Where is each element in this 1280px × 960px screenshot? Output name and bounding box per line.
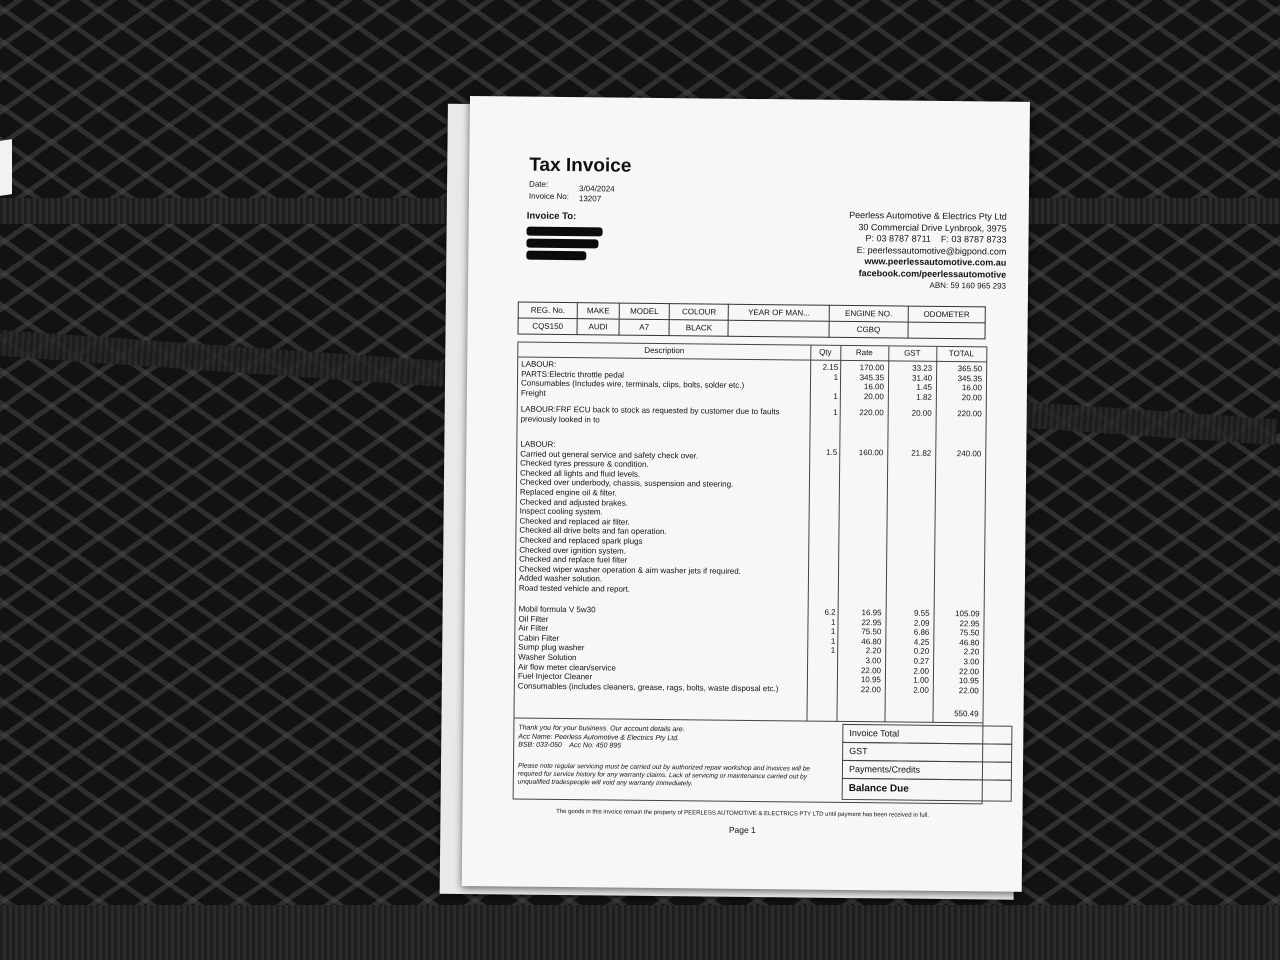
line-item-description: LABOUR:FRF ECU back to stock as requested by customer due to faults previously looked in to [520,404,780,424]
company-phone: P: 03 8787 8711 [865,233,932,244]
company-address: 30 Commercial Drive Lynbrook, 3975 [858,221,1007,234]
redaction-bar [527,227,603,237]
invoice-sheet [462,96,1030,892]
redaction-bar [526,239,598,249]
invoice-date: 3/04/2024 [578,184,615,194]
elastic-strap [0,905,1280,960]
company-phone-fax [849,233,1007,246]
vehicle-value-cell [908,322,985,339]
line-item-qty: 2.15 1 1 [822,362,839,401]
line-item-rate: 220.00 [859,408,884,418]
paper-edge [0,139,12,196]
payments-credits-label: Payments/Credits [842,760,1012,781]
line-item-qty: 1 [833,407,838,417]
invoice-title: Tax Invoice [529,154,632,177]
items-bottom-rule [514,718,982,724]
vehicle-value-cell: A7 [619,319,670,336]
line-item-rate: 160.00 [858,448,884,458]
qty-header: Qty [819,347,832,357]
line-item-gst: 9.55 2.09 6.86 4.25 0.20 0.27 2.00 1.00 2.00 [913,608,930,695]
vehicle-header-cell: MAKE [577,303,619,319]
line-item-qty: 6.2 1 1 1 1 [824,607,836,656]
line-item-gst: 20.00 [911,408,932,418]
company-abn: ABN: 59 160 965 293 [929,280,1007,291]
vehicle-value-cell [728,320,829,337]
company-name: Peerless Automotive & Electrics Pty Ltd [849,209,1007,222]
line-item-total: 240.00 [956,449,982,459]
vehicle-table [518,302,986,340]
invoice-number: 13207 [578,194,602,204]
line-item-description: LABOUR: PARTS:Electric throttle pedal Consumables (Includes wire, terminals, clips, bolts, solder etc.) Freight [520,359,745,398]
vehicle-header-cell: REG. No. [518,302,577,319]
items-subtotal: 550.49 [954,709,979,719]
vehicle-value-cell: AUDI [577,319,619,335]
vehicle-header-cell: MODEL [619,303,670,320]
gst-total-label: GST [842,742,1012,763]
vehicle-value-cell: CQS150 [518,318,577,335]
company-facebook: facebook.com/peerlessautomotive [858,267,1007,280]
line-item-gst: 33.23 31.40 1.45 1.82 [911,363,933,402]
line-item-total: 220.00 [957,409,982,419]
totals-box [842,724,1007,804]
company-email: E: peerlessautomotive@bigpond.com [856,244,1007,257]
line-item-rate: 16.95 22.95 75.50 46.80 2.20 3.00 22.00 10.95 22.00 [860,608,882,695]
line-item-total: 105.09 22.95 75.50 46.80 2.20 3.00 22.00 10.95 22.00 [955,609,980,696]
vehicle-value-cell: CGBQ [829,321,908,338]
line-item-rate: 170.00 345.35 16.00 20.00 [859,363,885,402]
account-details: Thank you for your business. Our account details are: Acc Name: Peerless Automotive & Electrics Pty Ltd. BSB: 033-050 Acc No: 450 895 [518,724,685,750]
line-item-gst: 21.82 [911,448,932,458]
redaction-bar [526,251,586,261]
invoice-number-label: Invoice No: [528,191,570,202]
column-divider [806,346,811,722]
company-fax: F: 03 8787 8733 [940,233,1007,245]
page-number: Page 1 [728,824,756,836]
description-header: Description [644,345,685,356]
balance-due-label: Balance Due [842,778,1012,802]
company-website: www.peerlessautomotive.com.au [864,256,1007,268]
items-table [513,342,988,805]
rate-header: Rate [855,348,873,358]
property-note: The goods in this invoice remain the property of PEERLESS AUTOMOTIVE & ELECTRICS PTY LTD until payment has been received in full. [556,808,929,819]
line-item-total: 365.50 345.35 16.00 20.00 [957,364,983,403]
vehicle-header-cell: COLOUR [669,304,728,321]
line-item-qty: 1.5 [826,447,838,457]
parts-list: Mobil formula V 5w30 Oil Filter Air Filter Cabin Filter Sump plug washer Washer Solution Air flow meter clean/service Fuel Injector Cleaner Consumables (includes cleaners, grease, rags, bolts, waste disposal etc.) [517,604,779,694]
vehicle-header-cell: ODOMETER [908,306,985,323]
vehicle-value-cell: BLACK [669,320,728,337]
service-checklist: LABOUR: Carried out general service and safety check over. Checked tyres pressure & condition. Checked all lights and fluid levels. Checked over underbody, chassis, suspension and steering. Replaced engine oil & filter. Checked and adjusted brakes. Inspect cooling system. Checked and replaced air filter. Checked all drive belts and fan operation. Checked and replaced spark plugs Checked over ignition system. Checked and replace fuel filter Checked wiper washer operation & aim washer jets if required. Added washer solution. Road tested vehicle and report. [518,439,741,594]
gst-header: GST [904,348,921,358]
date-label: Date: [529,179,549,189]
warranty-notice: Please note regular servicing must be carried out by authorized repair workshop and invoices will be required for service history for any warranty claims. Lack of servicing or maintenance carried out by unqualified tradespeople will void any warranty immediately. [517,762,811,788]
vehicle-header-cell: YEAR OF MAN... [729,304,830,321]
invoice-to-label: Invoice To: [526,210,577,223]
company-details [848,210,1006,292]
invoice-document [462,96,1044,898]
invoice-total-label: Invoice Total [842,724,1012,745]
total-header: TOTAL [948,349,974,359]
vehicle-header-cell: ENGINE NO. [829,305,908,322]
